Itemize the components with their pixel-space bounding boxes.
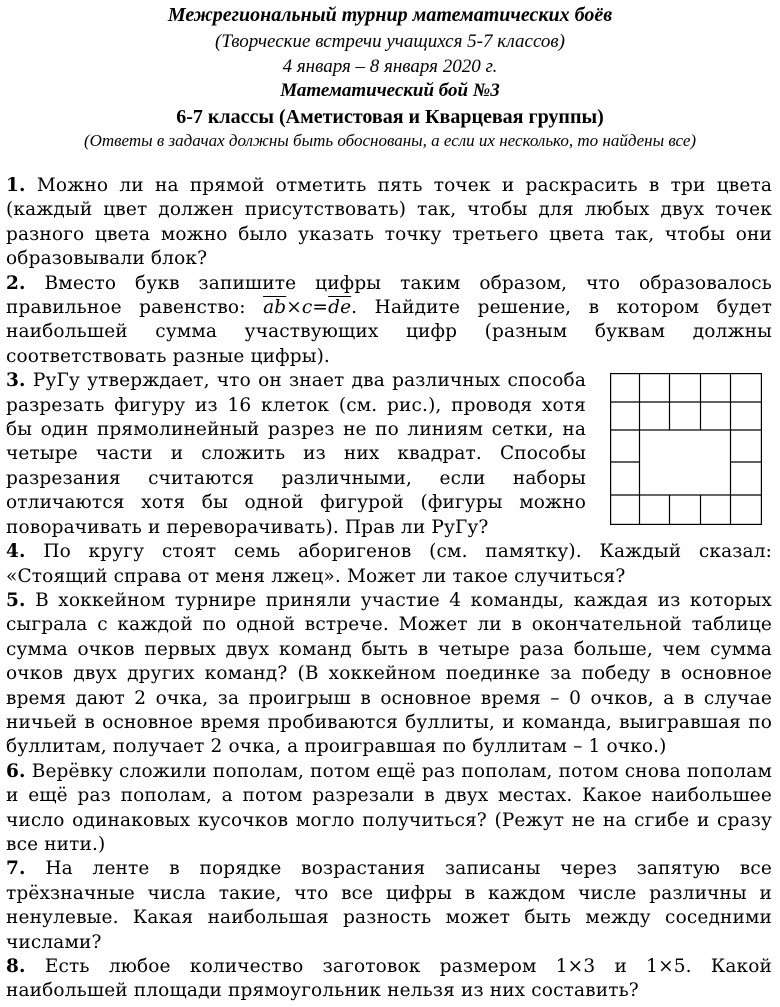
problem-5 xyxy=(6,589,772,760)
problem-8 xyxy=(6,955,772,1004)
tournament-dates: 4 января – 8 января 2020 г. xyxy=(282,56,498,77)
instructions-note: (Ответы в задачах должны быть обоснованы, а если их несколько, то найдены все) xyxy=(83,131,697,150)
tournament-subtitle: (Творческие встречи учащихся 5-7 классов) xyxy=(215,31,565,52)
equation-equals: = xyxy=(312,297,329,319)
problem-6 xyxy=(6,760,772,858)
problem-1 xyxy=(6,174,772,272)
problem-number: 8. xyxy=(6,956,26,977)
problem-2 xyxy=(6,272,772,370)
problem-text: Верёвку сложили пополам, потом ещё раз пополам, потом снова пополам и ещё раз пополам, а потом разрезали в двух местах. Какое наибольшее число одинаковых кусочков могло получиться? (Режут не на сгибе и сразу все нити.) xyxy=(6,760,773,855)
problem-text: РуГу утверждает, что он знает два различных способа разрезать фигуру из 16 клеток (см. рис.), проводя хотя бы один прямолинейный разрез не по линиям сетки, на четыре части и сложить из них квадрат. Способы разрезания считаются различными, если наборы отличаются хотя бы одной фигурой (фигуры можно поворачивать и переворачивать). Прав ли РуГу? xyxy=(6,370,586,538)
equation-times: × xyxy=(286,297,302,319)
problem-4 xyxy=(6,540,772,589)
problem-number: 7. xyxy=(6,858,26,880)
problem-text: На ленте в порядке возрастания записаны через запятую все трёхзначные числа такие, что все цифры в каждом числе различны и ненулевые. Какая наибольшая разность может быть между соседними числами? xyxy=(6,858,772,953)
equation-c: c xyxy=(301,297,313,319)
problems-list xyxy=(6,174,772,1004)
problem-3 xyxy=(6,369,772,540)
problem-3-text-block xyxy=(6,369,586,540)
sixteen-cell-figure xyxy=(610,373,762,525)
problem-text: Есть любое количество заготовок размером 1×3 и 1×5. Какой наибольшей площади прямоугольник нельзя из них составить? xyxy=(6,956,773,1002)
problem-number: 2. xyxy=(6,272,26,294)
problem-text: В хоккейном турнире приняли участие 4 команды, каждая из которых сыграла с каждой по одной встрече. Может ли в окончательной таблице сумма очков первых двух команд быть в четыре раза больше, чем сумма очков двух других команд? (В хоккейном поединке за победу в основное время дают 2 очка, за проигрыш в основное время – 0 очков, а в случае ничьей в основное время пробиваются буллиты, и команда, выигравшая по буллитам, получает 2 очка, а проигравшая по буллитам – 1 очко.) xyxy=(6,589,773,758)
problem-7 xyxy=(6,857,772,955)
problem-text: По кругу стоят семь аборигенов (см. памятку). Каждый сказал: «Стоящий справа от меня лжец». Может ли такое случиться? xyxy=(6,541,773,587)
round-title: Математический бой №3 xyxy=(280,80,500,101)
problem-number: 5. xyxy=(6,589,26,611)
problem-number: 3. xyxy=(6,370,26,392)
problem-number: 1. xyxy=(6,175,26,196)
problem-number: 6. xyxy=(6,760,26,782)
grade-groups: 6-7 классы (Аметистовая и Кварцевая группы) xyxy=(176,106,604,128)
problem-number: 4. xyxy=(6,541,26,563)
tournament-title: Межрегиональный турнир математических боёв xyxy=(167,4,613,26)
problem-text-part-b: . Найдите решение, в котором будет наибольшей сумма участвующих цифр (разным буквам должны соответствовать разные цифры). xyxy=(6,297,772,367)
problem-text: Можно ли на прямой отметить пять точек и раскрасить в три цвета (каждый цвет должен присутствовать) так, чтобы для любых двух точек разного цвета можно было указать точку третьего цвета так, чтобы они образовывали блок? xyxy=(6,175,773,270)
equation-de: $\overline{de}$ xyxy=(328,297,352,319)
equation-ab: $\overline{ab}$ xyxy=(263,297,287,319)
problem-text-part-a: Вместо букв запишите цифры таким образом, что образовалось правильное равенство: xyxy=(6,272,772,319)
